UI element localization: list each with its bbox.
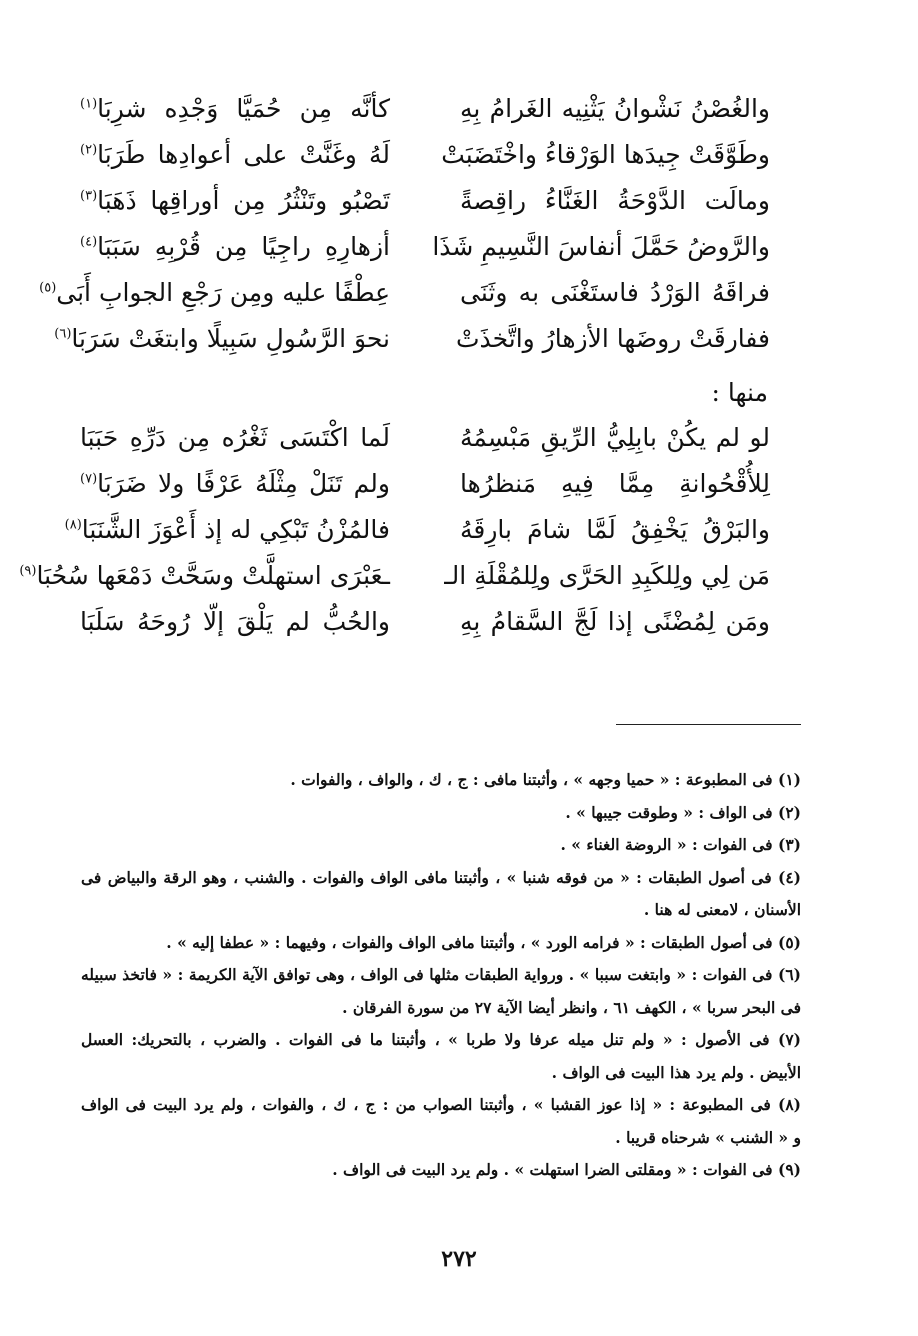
verse-second-hemistich: عِطْفًا عليه ومِن رَجْعِ الجوابِ أَبَى$^{(٥)}$ [39,278,390,307]
footnote-line: فى البحر سربا » ، الكهف ٦١ ، وانظر أيضا الآية ٢٧ من سورة الفرقان . [342,997,801,1017]
verse-line [80,415,770,461]
verse-line [80,132,770,178]
footnote-marker: (٣) [80,188,98,204]
verse-line [80,178,770,224]
footnote-line: الأسنان ، لامعنى له هنا . [643,900,801,919]
verse-first-hemistich: مَن لِي ولِلكَبِدِ الحَرَّى ولِلمُقْلَةِ الـ [444,561,770,590]
verse-second-hemistich: نحوَ الرَّسُولِ سَبِيلًا وابتغَتْ سَرَبَا$^{(٦)}$ [54,324,390,353]
verse-second-hemistich: لَهُ وغَنَّتْ على أعوادِها طَرَبَا$^{(٢)}$ [80,140,390,169]
verse-line [39,270,770,316]
footnote-line: (٤) فى أصول الطبقات : « من فوقه شنبا » ، وأثبتنا مافى الواف والفوات . والشنب ، وهو الرقة والبياض فى [81,867,801,887]
footnote-marker: (١) [80,96,98,112]
verse-first-hemistich: وطَوَّقَتْ جِيدَها الوَرْقاءُ واخْتَضَبَتْ [441,140,770,169]
verse-first-hemistich: ومَن لِمُضْنًى إذا لَجَّ السَّقامُ بِهِ [460,607,770,636]
verse-second-hemistich: أزهارِهِ راجِيًا مِن قُرْبِهِ سَبَبَا$^{(٤)}$ [80,232,390,261]
verse-second-hemistich: كأنَّه مِن حُمَيَّا وَجْدِه شرِبَا$^{(١)}$ [80,94,390,123]
footnote-marker: (٤) [80,234,98,250]
footnote-line: (٨) فى المطبوعة : « إذا عوز القشبا » ، وأثبتنا الصواب من : ج ، ك ، والفوات ، ولم يرد البيت فى الواف [81,1095,801,1114]
verse-line [80,599,770,645]
footnote-line: (٥) فى أصول الطبقات : « فرامه الورد » ، وأثبتنا مافى الواف والفوات ، وفيهما : « عطفا إليه » . [166,932,801,952]
footnote-marker: (٨) [64,517,82,533]
footnote-line: (٦) فى الفوات : « وابتغت سببا » . ورواية الطبقات مثلها فى الواف ، وهى توافق الآية الكريمة : « فاتخذ سبيله [81,965,801,984]
verse-first-hemistich: فراقَهُ الوَرْدُ فاستَغْنَى به وثَنَى [460,278,770,307]
footnotes [81,764,801,1187]
page-number: ٢٧٢ [441,1246,477,1272]
verse-first-hemistich: والرَّوضُ حَمَّلَ أنفاسَ النَّسِيمِ شَذَا [432,232,770,261]
verse-second-hemistich: فالمُزْنُ تَبْكِي له إذ أَعْوَزَ الشَّنَبَا$^{(٨)}$ [64,515,390,544]
footnote-line: (١) فى المطبوعة : « حميا وجهه » ، وأثبتنا مافى : ج ، ك ، والواف ، والفوات . [290,770,801,789]
verse-line [80,86,770,132]
section-intro: منها : [711,378,768,407]
poem-verses-second [19,415,770,645]
verse-line [80,461,770,507]
footnote-line: و « الشنب » شرحناه قريبا . [615,1127,801,1147]
footnote-line: (٣) فى الفوات : « الروضة الغناء » . [560,835,801,854]
footnote-marker: (٦) [54,326,72,342]
verse-first-hemistich: لو لم يكُنْ بابِلِيُّ الرِّيقِ مَبْسِمُهُ [460,423,770,452]
footnote-marker: (٥) [39,280,57,296]
verse-line [64,507,770,553]
verse-first-hemistich: ومالَت الدَّوْحَةُ الغَنَّاءُ راقِصةً [460,186,770,215]
verse-second-hemistich: تَصْبُو وتَنْثُرُ مِن أوراقِها ذَهَبَا$^{(٣)}$ [80,186,390,215]
verse-first-hemistich: والغُصْنُ نَشْوانُ يَثْنِيه الغَرامُ بِهِ [460,94,770,123]
footnote-marker: (٢) [80,142,98,158]
footnote-marker: (٩) [19,563,37,579]
footnote-line: (٧) فى الأصول : « ولم تنل ميله عرفا ولا طربا » ، وأثبتنا ما فى الفوات . والضرب ، بالتحريك: العسل [81,1030,801,1049]
verse-first-hemistich: والبَرْقُ يَخْفِقُ لَمَّا شامَ بارِقَهُ [460,515,770,544]
verse-line [19,553,770,599]
verse-first-hemistich: ففارقَتْ روضَها الأزهارُ واتَّخذَتْ [455,324,770,353]
footnote-line: (٢) فى الواف : « وطوقت جيبها » . [565,802,801,822]
verse-line [80,224,770,270]
footnote-marker: (٧) [80,471,98,487]
verse-second-hemistich: لَما اكْتَسَى ثَغْرُه مِن دَرِّهِ حَبَبَا [80,423,390,452]
poem-verses-first [39,86,770,362]
footnote-line: الأبيض . ولم يرد هذا البيت فى الواف . [551,1062,801,1082]
verse-first-hemistich: لِلأُقْحُوانةِ مِمَّا فِيهِ مَنظرُها [460,469,770,498]
footnote-line: (٩) فى الفوات : « ومقلتى الضرا استهلت » . ولم يرد البيت فى الواف . [332,1160,801,1179]
verse-second-hemistich: والحُبُّ لم يَلْقَ إلّا رُوحَهُ سَلَبَا [80,607,390,636]
verse-second-hemistich: ولم تَنَلْ مِثْلَهُ عَرْفًا ولا ضَرَبَا$^{(٧)}$ [80,469,390,498]
verse-line [54,316,770,362]
verse-second-hemistich: ـعَبْرَى استهلَّتْ وسَحَّتْ دَمْعَها سُحُبَا$^{(٩)}$ [19,561,390,590]
footnote-separator [616,724,801,725]
